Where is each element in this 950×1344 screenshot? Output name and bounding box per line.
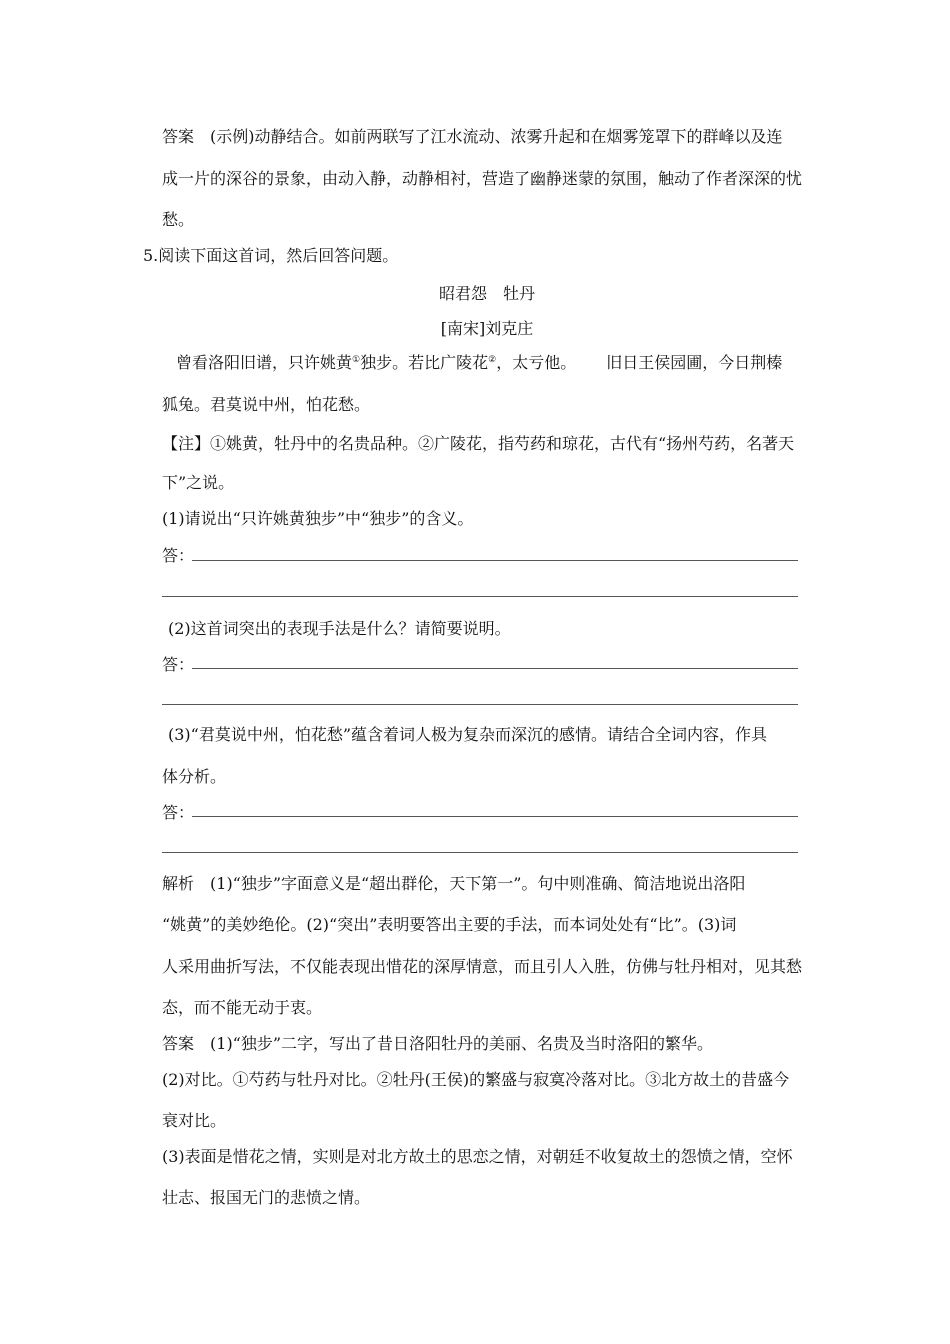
- poem-text-1a: 曾看洛阳旧谱，只许姚黄: [176, 353, 353, 372]
- answer-field-2a[interactable]: [192, 668, 798, 669]
- answer-prompt-2: 答：: [162, 655, 195, 674]
- analysis-line-2: “姚黄”的美妙绝伦。(2)“突出”表明要答出主要的手法，而本词处处有“比”。(3)词: [162, 915, 737, 934]
- note-line-2: 下”之说。: [162, 473, 235, 492]
- answer-field-1b[interactable]: [162, 596, 798, 597]
- answer-line-4: (3)表面是惜花之情，实则是对北方故土的思恋之情，对朝廷不收复故土的怨愤之情，空怀: [162, 1147, 793, 1166]
- poem-line-2: 狐兔。君莫说中州，怕花愁。: [162, 395, 371, 414]
- sub-question-1: (1)请说出“只许姚黄独步”中“独步”的含义。: [162, 509, 474, 528]
- answer-line-2: (2)对比。①芍药与牡丹对比。②牡丹(王侯)的繁盛与寂寞冷落对比。③北方故土的昔盛今: [162, 1070, 790, 1089]
- note-line-1: 【注】①姚黄，牡丹中的名贵品种。②广陵花，指芍药和琼花，古代有“扬州芍药，名著天: [162, 434, 795, 453]
- prev-answer-label: 答案: [162, 127, 195, 146]
- note-mark-1: ①: [352, 355, 361, 365]
- poem-title: 昭君怨 牡丹: [438, 284, 535, 303]
- answer-text-1: (1)“独步”二字，写出了昔日洛阳牡丹的美丽、名贵及当时洛阳的繁华。: [210, 1034, 714, 1053]
- answer-line-5: 壮志、报国无门的悲愤之情。: [162, 1188, 371, 1207]
- analysis-line-4: 态，而不能无动于衷。: [162, 998, 323, 1017]
- note-mark-2: ②: [488, 355, 497, 365]
- prev-answer-line-3: 愁。: [162, 210, 195, 229]
- answer-line-3: 衰对比。: [162, 1111, 227, 1130]
- prev-answer-line-2: 成一片的深谷的景象，由动入静，动静相衬，营造了幽静迷蒙的氛围，触动了作者深深的忧: [162, 169, 803, 188]
- answer-field-3b[interactable]: [162, 852, 798, 853]
- poem-line-1: [176, 352, 816, 374]
- answer-field-2b[interactable]: [162, 704, 798, 705]
- answer-field-3a[interactable]: [192, 816, 798, 817]
- analysis-label: 解析: [162, 874, 195, 893]
- sub-question-3-line-1: (3)“君莫说中州，怕花愁”蕴含着词人极为复杂而深沉的感情。请结合全词内容，作具: [168, 725, 768, 744]
- poem-author: [南宋]刘克庄: [440, 319, 534, 338]
- sub-question-3-line-2: 体分析。: [162, 767, 227, 786]
- analysis-text-1: (1)“独步”字面意义是“超出群伦，天下第一”。句中则准确、简洁地说出洛阳: [210, 874, 746, 893]
- analysis-line-3: 人采用曲折写法，不仅能表现出惜花的深厚情意，而且引人入胜，仿佛与牡丹相对，见其愁: [162, 957, 803, 976]
- sub-question-2: (2)这首词突出的表现手法是什么？请简要说明。: [168, 619, 511, 638]
- answer-prompt-1: 答：: [162, 546, 195, 565]
- answer-line-1: [162, 1033, 812, 1055]
- poem-text-1d: 旧日王侯园圃，今日荆榛: [606, 353, 783, 372]
- poem-text-1b: 独步。若比广陵花: [360, 353, 489, 372]
- analysis-line-1: [162, 873, 812, 895]
- answer-prompt-3: 答：: [162, 803, 195, 822]
- answer-field-1a[interactable]: [192, 560, 798, 561]
- poem-text-1c: ，太亏他。: [496, 353, 577, 372]
- prev-answer-text-1: (示例)动静结合。如前两联写了江水流动、浓雾升起和在烟雾笼罩下的群峰以及连: [210, 127, 783, 146]
- answer-label: 答案: [162, 1034, 195, 1053]
- question-5-intro: 5.阅读下面这首词，然后回答问题。: [143, 246, 399, 265]
- prev-answer-line-1: [162, 126, 812, 148]
